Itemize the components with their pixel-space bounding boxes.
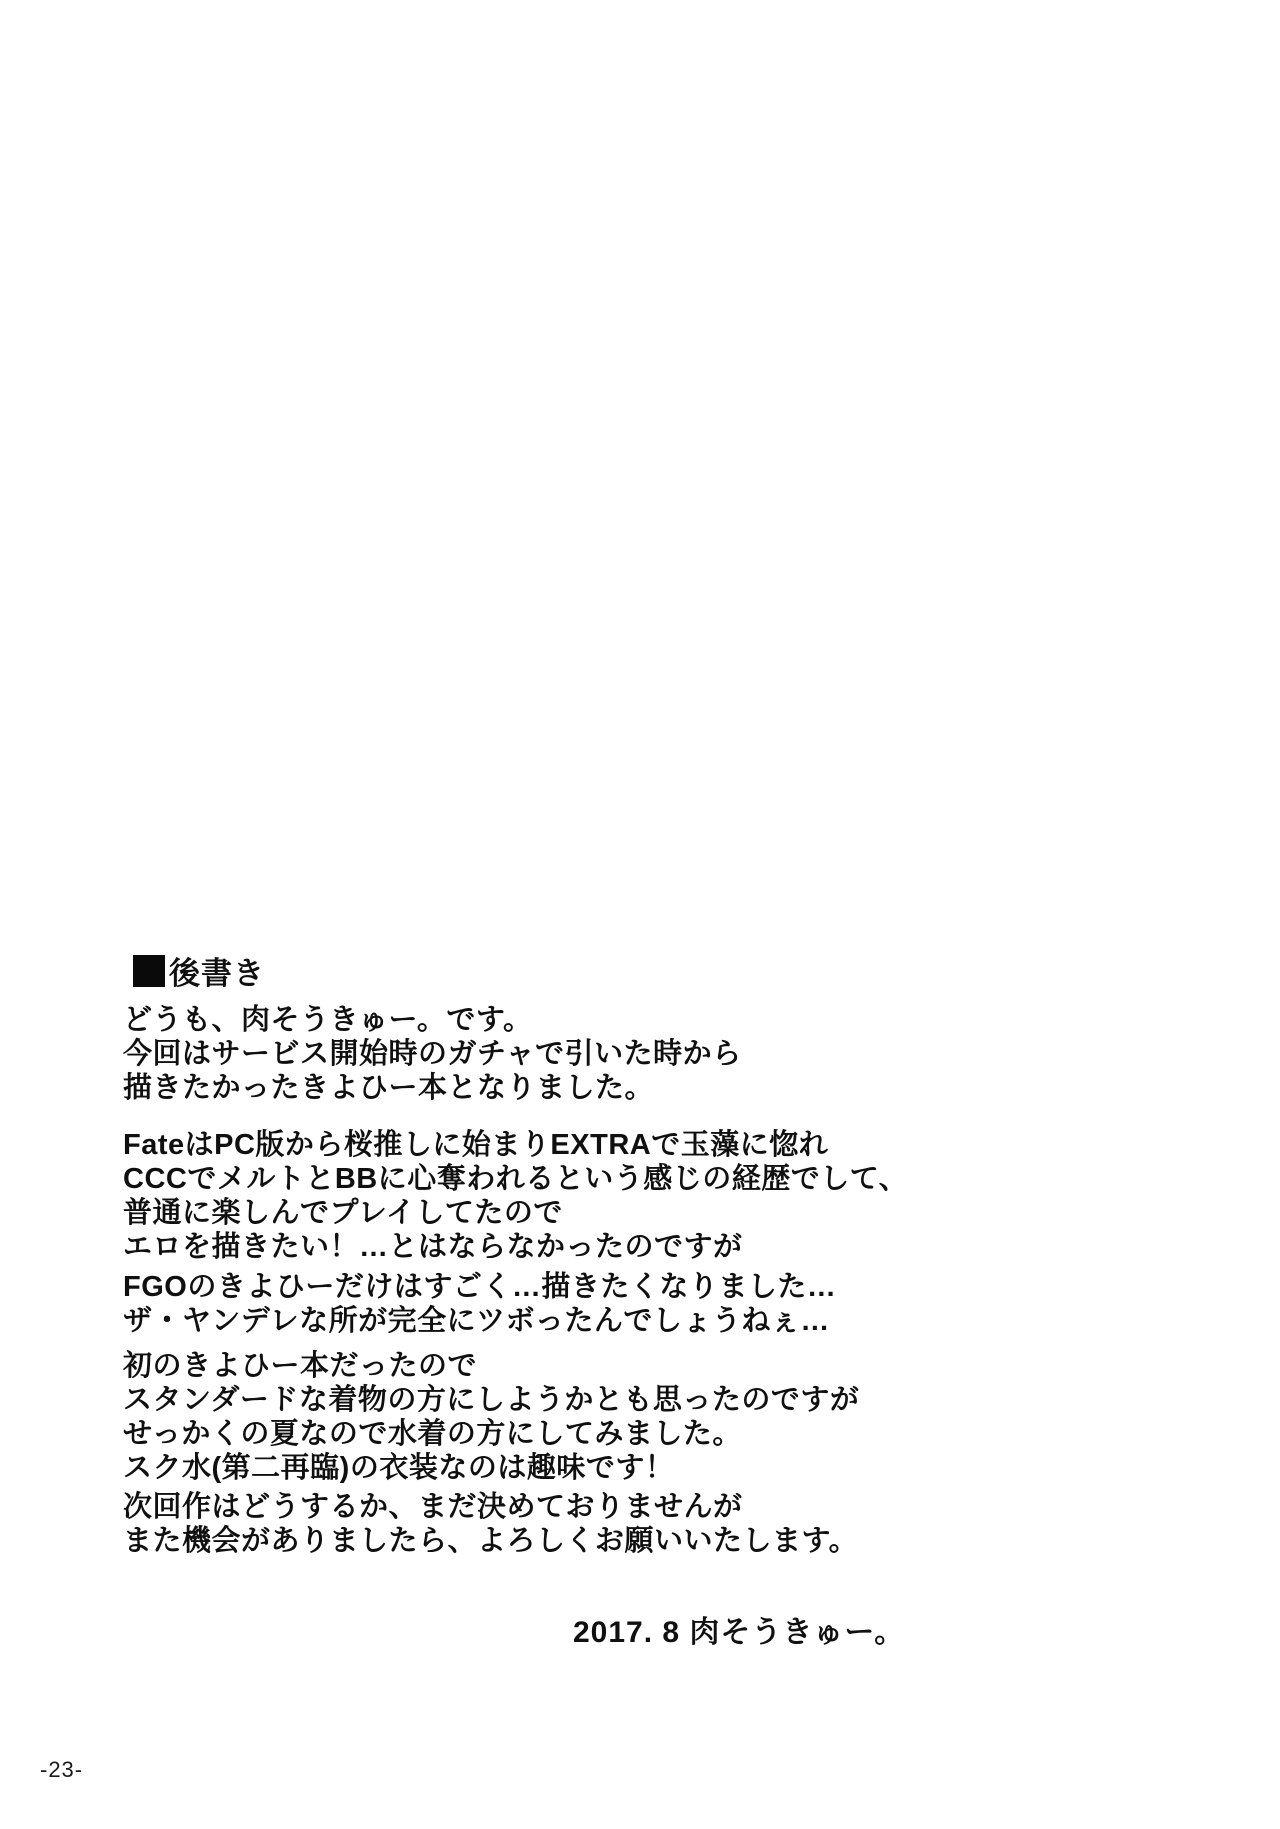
afterword-heading-label: 後書き (169, 956, 265, 991)
text-line: 普通に楽しんでプレイしてたので (123, 1197, 563, 1229)
paragraph-closing (123, 1490, 858, 1558)
black-square-icon (133, 955, 165, 987)
text-line: CCCでメルトとBBに心奪われるという感じの経歴でして、 (123, 1163, 909, 1195)
afterword-heading (133, 948, 265, 993)
text-line: 描きたかったきよひー本となりました。 (123, 1072, 655, 1104)
text-line: スク水(第二再臨)の衣装なのは趣味です！ (123, 1452, 675, 1484)
author-signature: 2017. 8 肉そうきゅー。 (573, 1616, 906, 1649)
paragraph-fate-history (123, 1128, 908, 1264)
text-line: FateはPC版から桜推しに始まりEXTRAで玉藻に惚れ (123, 1129, 829, 1161)
text-line: エロを描きたい！…とはならなかったのですが (123, 1231, 743, 1263)
text-line: また機会がありましたら、よろしくお願いいたします。 (123, 1525, 859, 1557)
text-line: 次回作はどうするか、まだ決めておりませんが (123, 1491, 743, 1523)
text-line: せっかくの夏なので水着の方にしてみました。 (123, 1418, 742, 1450)
paragraph-costume-choice (123, 1349, 859, 1485)
text-line: 初のきよひー本だったので (123, 1350, 478, 1382)
text-line: スタンダードな着物の方にしようかとも思ったのですが (123, 1384, 860, 1416)
paragraph-fgo-kiyohime (123, 1270, 836, 1338)
page-number: -23- (40, 1757, 84, 1782)
text-line: FGOのきよひーだけはすごく…描きたくなりました… (123, 1271, 837, 1303)
text-line: ザ・ヤンデレな所が完全にツボったんでしょうねぇ… (123, 1305, 830, 1337)
paragraph-intro (123, 1003, 742, 1105)
text-line: 今回はサービス開始時のガチャで引いた時から (123, 1038, 742, 1070)
text-line: どうも、肉そうきゅー。です。 (123, 1004, 533, 1036)
